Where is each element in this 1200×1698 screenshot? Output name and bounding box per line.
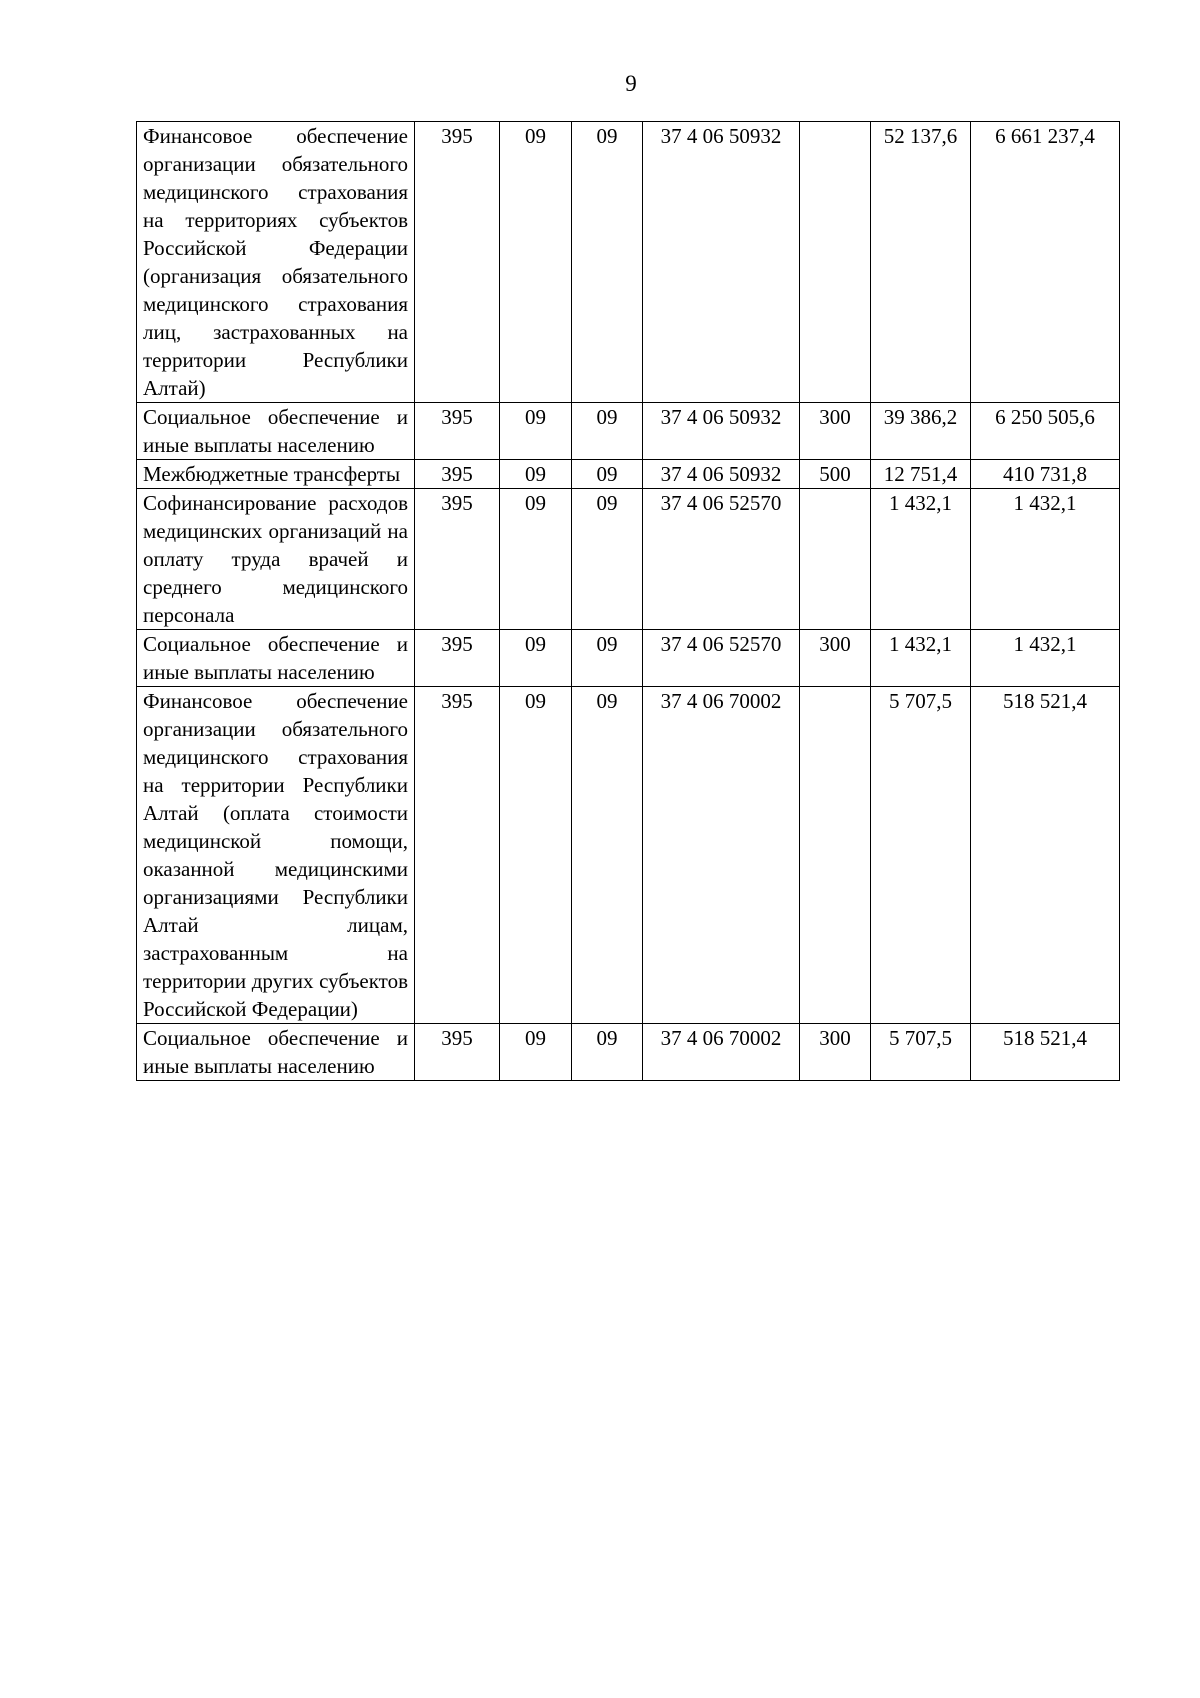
total-amount-cell: 6 661 237,4	[971, 122, 1120, 403]
target-article-cell: 37 4 06 70002	[643, 687, 800, 1024]
target-article-cell: 37 4 06 52570	[643, 489, 800, 630]
row-name: Межбюджетные трансферты	[137, 460, 415, 489]
table-row	[137, 403, 1120, 460]
expense-type-cell: 300	[800, 403, 871, 460]
table-row	[137, 460, 1120, 489]
target-article-cell: 37 4 06 50932	[643, 403, 800, 460]
subsection-cell: 09	[572, 630, 643, 687]
amount-cell: 1 432,1	[871, 630, 971, 687]
target-article-cell: 37 4 06 50932	[643, 460, 800, 489]
table-row	[137, 687, 1120, 1024]
expense-type-cell	[800, 687, 871, 1024]
grbs-cell: 395	[415, 489, 500, 630]
row-name: Финансовое обеспечение организации обязательного медицинского страхования на территориях субъектов Российской Федерации (организация обязательного медицинского страхования лиц, застрахованных на территории Республики Алтай)	[137, 122, 415, 403]
row-name: Софинансирование расходов медицинских организаций на оплату труда врачей и среднего медицинского персонала	[137, 489, 415, 630]
grbs-cell: 395	[415, 403, 500, 460]
total-amount-cell: 6 250 505,6	[971, 403, 1120, 460]
total-amount-cell: 1 432,1	[971, 630, 1120, 687]
row-name: Социальное обеспечение и иные выплаты населению	[137, 630, 415, 687]
section-cell: 09	[500, 687, 572, 1024]
target-article-cell: 37 4 06 52570	[643, 630, 800, 687]
total-amount-cell: 518 521,4	[971, 1024, 1120, 1081]
table-row	[137, 630, 1120, 687]
section-cell: 09	[500, 122, 572, 403]
expense-type-cell: 300	[800, 1024, 871, 1081]
total-amount-cell: 1 432,1	[971, 489, 1120, 630]
subsection-cell: 09	[572, 122, 643, 403]
expense-type-cell	[800, 122, 871, 403]
subsection-cell: 09	[572, 460, 643, 489]
table-row	[137, 122, 1120, 403]
budget-table	[136, 121, 1120, 1081]
subsection-cell: 09	[572, 489, 643, 630]
target-article-cell: 37 4 06 50932	[643, 122, 800, 403]
grbs-cell: 395	[415, 460, 500, 489]
table-row	[137, 489, 1120, 630]
expense-type-cell: 500	[800, 460, 871, 489]
total-amount-cell: 410 731,8	[971, 460, 1120, 489]
expense-type-cell: 300	[800, 630, 871, 687]
section-cell: 09	[500, 460, 572, 489]
grbs-cell: 395	[415, 687, 500, 1024]
expense-type-cell	[800, 489, 871, 630]
subsection-cell: 09	[572, 1024, 643, 1081]
section-cell: 09	[500, 489, 572, 630]
page-number: 9	[625, 71, 637, 96]
grbs-cell: 395	[415, 1024, 500, 1081]
amount-cell: 12 751,4	[871, 460, 971, 489]
amount-cell: 1 432,1	[871, 489, 971, 630]
grbs-cell: 395	[415, 122, 500, 403]
amount-cell: 5 707,5	[871, 687, 971, 1024]
amount-cell: 52 137,6	[871, 122, 971, 403]
amount-cell: 5 707,5	[871, 1024, 971, 1081]
row-name: Социальное обеспечение и иные выплаты населению	[137, 403, 415, 460]
target-article-cell: 37 4 06 70002	[643, 1024, 800, 1081]
total-amount-cell: 518 521,4	[971, 687, 1120, 1024]
row-name: Финансовое обеспечение организации обязательного медицинского страхования на территории Республики Алтай (оплата стоимости медицинской помощи, оказанной медицинскими организациями Республики Алтай лицам, застрахованным на территории других субъектов Российской Федерации)	[137, 687, 415, 1024]
section-cell: 09	[500, 630, 572, 687]
section-cell: 09	[500, 403, 572, 460]
section-cell: 09	[500, 1024, 572, 1081]
amount-cell: 39 386,2	[871, 403, 971, 460]
grbs-cell: 395	[415, 630, 500, 687]
subsection-cell: 09	[572, 687, 643, 1024]
table-row	[137, 1024, 1120, 1081]
subsection-cell: 09	[572, 403, 643, 460]
row-name: Социальное обеспечение и иные выплаты населению	[137, 1024, 415, 1081]
